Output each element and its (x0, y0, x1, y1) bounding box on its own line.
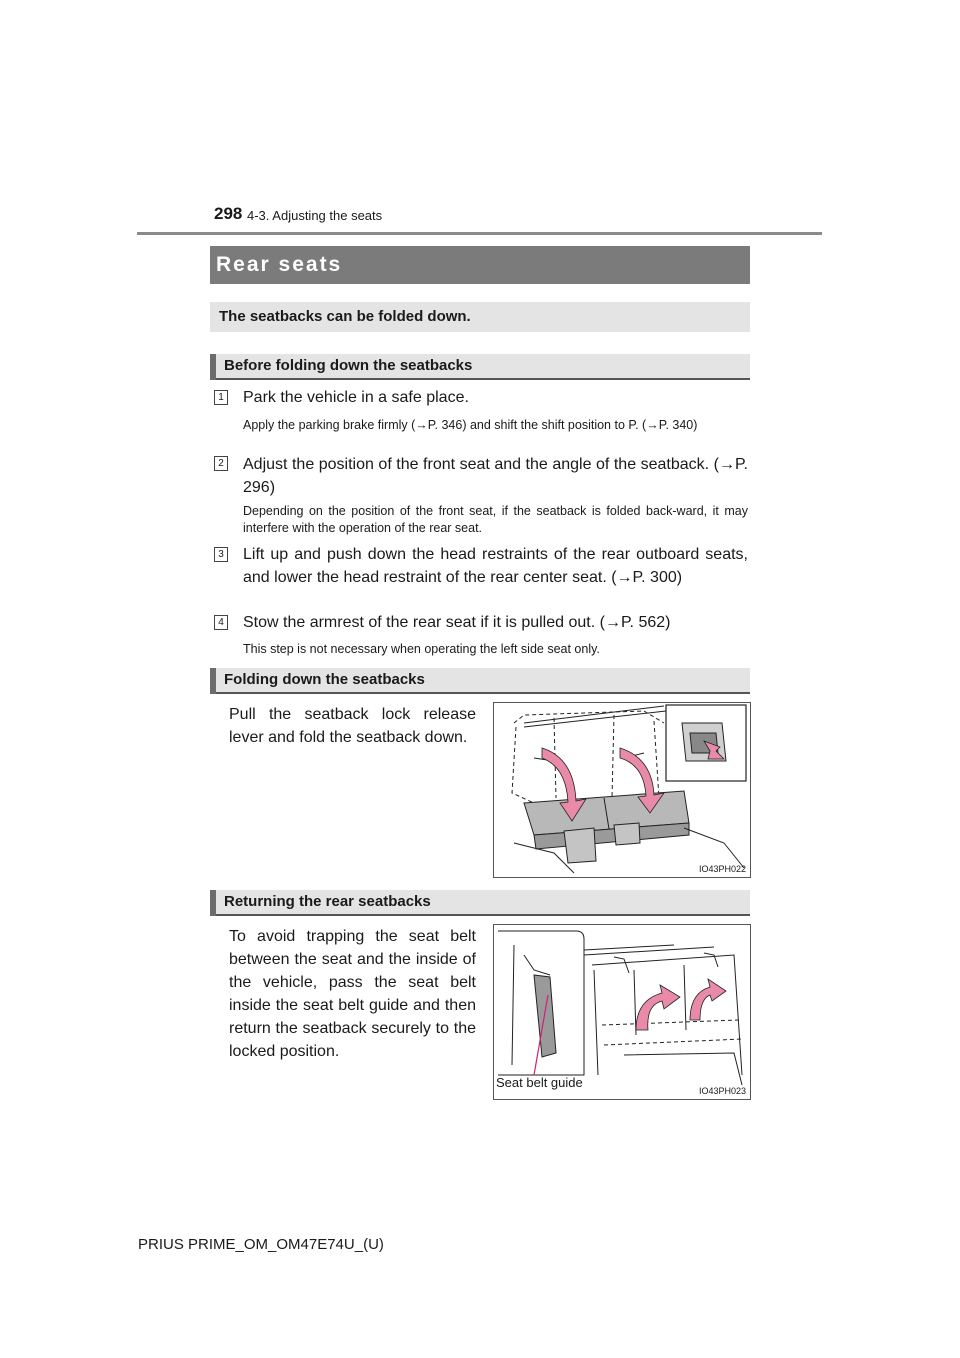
subheading-label: Before folding down the seatbacks (224, 357, 473, 374)
intro-box (210, 302, 750, 332)
subheading-returning (210, 890, 750, 916)
folding-figure (493, 702, 751, 878)
header-rule (137, 232, 822, 235)
step-note: Depending on the position of the front seat, if the seatback is folded back-ward, it may interfere with the operation of the rear seat. (243, 504, 748, 535)
step-note: This step is not necessary when operating the left side seat only. (243, 642, 600, 656)
figure-code: IO43PH023 (698, 1086, 746, 1096)
step-number: 4 (214, 615, 228, 630)
subheading-before-folding (210, 354, 750, 380)
seat-belt-guide-label: Seat belt guide (496, 1075, 583, 1090)
figure-code: IO43PH022 (698, 864, 746, 874)
step-text: Park the vehicle in a safe place. (243, 389, 469, 406)
subheading-label: Folding down the seatbacks (224, 671, 425, 688)
section-title: Rear seats (216, 253, 343, 276)
chapter-title: 4-3. Adjusting the seats (247, 208, 383, 223)
step-text: Lift up and push down the head restraints of the rear outboard seats, and lower the head restraint of the rear center seat. (→P. 300) (243, 546, 748, 586)
step-number: 2 (214, 456, 228, 471)
footer-model: PRIUS PRIME_OM_OM47E74U_(U) (138, 1236, 384, 1253)
step-number: 3 (214, 547, 228, 562)
subheading-folding (210, 668, 750, 694)
page-number: 298 (214, 204, 243, 223)
step-text: Adjust the position of the front seat and the angle of the seatback. (→P. 296) (243, 456, 748, 496)
folding-instruction: Pull the seatback lock release lever and fold the seatback down. (229, 706, 476, 746)
section-title-bar (210, 246, 750, 284)
folding-illustration (494, 703, 750, 877)
subheading-label: Returning the rear seatbacks (224, 893, 431, 910)
returning-figure (493, 924, 751, 1100)
step-text: Stow the armrest of the rear seat if it is pulled out. (→P. 562) (243, 614, 671, 631)
returning-instruction: To avoid trapping the seat belt between the seat and the inside of the vehicle, pass the seat belt inside the seat belt guide and then return the seatback securely to the locked position. (229, 928, 476, 1060)
returning-illustration (494, 925, 750, 1099)
step-note: Apply the parking brake firmly (→P. 346) and shift the shift position to P. (→P. 340) (243, 418, 698, 432)
intro-text: The seatbacks can be folded down. (219, 308, 471, 325)
step-number: 1 (214, 390, 228, 405)
